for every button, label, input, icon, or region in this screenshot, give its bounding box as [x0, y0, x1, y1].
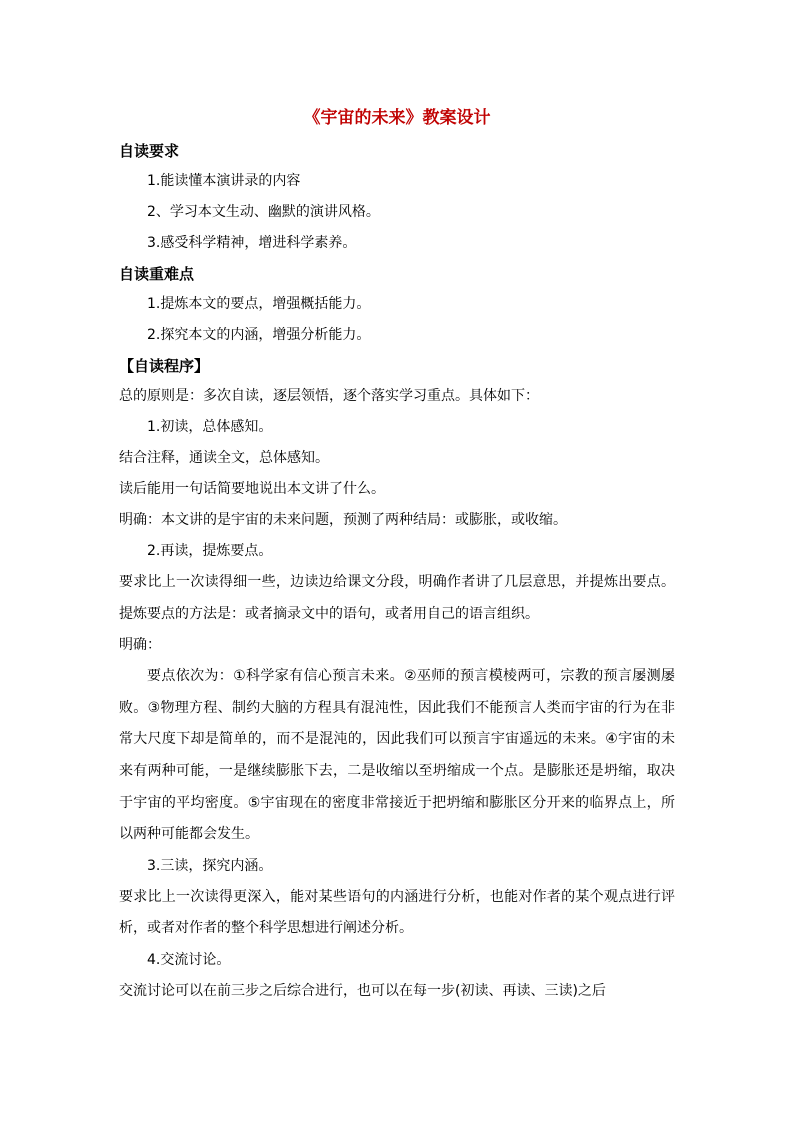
requirement-item-1: 1.能读懂本演讲录的内容 — [147, 173, 301, 189]
document-title: 《宇宙的未来》教案设计 — [303, 108, 491, 128]
section-heading-reading-requirements: 自读要求 — [119, 142, 180, 160]
step3-requirement: 要求比上一次读得更深入，能对某些语句的内涵进行分析，也能对作者的某个观点进行评析，或者对作者的整个科学思想进行阐述分析。 — [119, 888, 675, 937]
step3-title: 3.三读，探究内涵。 — [147, 857, 273, 874]
step2-points: 要点依次为：①科学家有信心预言未来。②巫师的预言模棱两可，宗教的预言屡测屡败。③物理方程、制约大脑的方程具有混沌性，因此我们不能预言人类而宇宙的行为在非常大尺度下却是简单的，而不是混沌的，因此我们可以预言宇宙遥远的未来。④宇宙的未来有两种可能，一是继续膨胀下去，二是收缩以至坍缩成一个点。是膨胀还是坍缩，取决于宇宙的平均密度。⑤宇宙现在的密度非常接近于把坍缩和膨胀区分开来的临界点上，所以两种可能都会发生。 — [119, 668, 675, 843]
section-heading-key-points: 自读重难点 — [119, 265, 195, 283]
step2-requirement: 要求比上一次读得细一些，边读边给课文分段，明确作者讲了几层意思，并提炼出要点。提炼要点的方法是：或者摘录文中的语句，或者用自己的语言组织。 — [119, 574, 675, 622]
step4-title: 4.交流讨论。 — [147, 951, 231, 968]
step1-line-1: 结合注释，通读全文，总体感知。 — [119, 450, 329, 466]
requirement-item-2: 2、学习本文生动、幽默的演讲风格。 — [147, 204, 380, 220]
step1-title: 1.初读，总体感知。 — [147, 419, 273, 435]
step2-title: 2.再读，提炼要点。 — [147, 543, 273, 559]
step4-text: 交流讨论可以在前三步之后综合进行，也可以在每一步(初读、再读、三读)之后 — [119, 982, 606, 999]
step2-clarify-label: 明确： — [119, 637, 161, 654]
key-point-item-2: 2.探究本文的内涵，增强分析能力。 — [147, 327, 371, 343]
key-point-item-1: 1.提炼本文的要点，增强概括能力。 — [147, 296, 371, 312]
step1-line-3: 明确：本文讲的是宇宙的未来问题，预测了两种结局：或膨胀，或收缩。 — [119, 512, 567, 528]
section-heading-procedure: 【自读程序】 — [119, 357, 210, 375]
requirement-item-3: 3.感受科学精神，增进科学素养。 — [147, 235, 357, 251]
document-body — [119, 104, 675, 1008]
step1-line-2: 读后能用一句话简要地说出本文讲了什么。 — [119, 481, 385, 497]
procedure-intro: 总的原则是：多次自读，逐层领悟，逐个落实学习重点。具体如下： — [119, 388, 539, 404]
